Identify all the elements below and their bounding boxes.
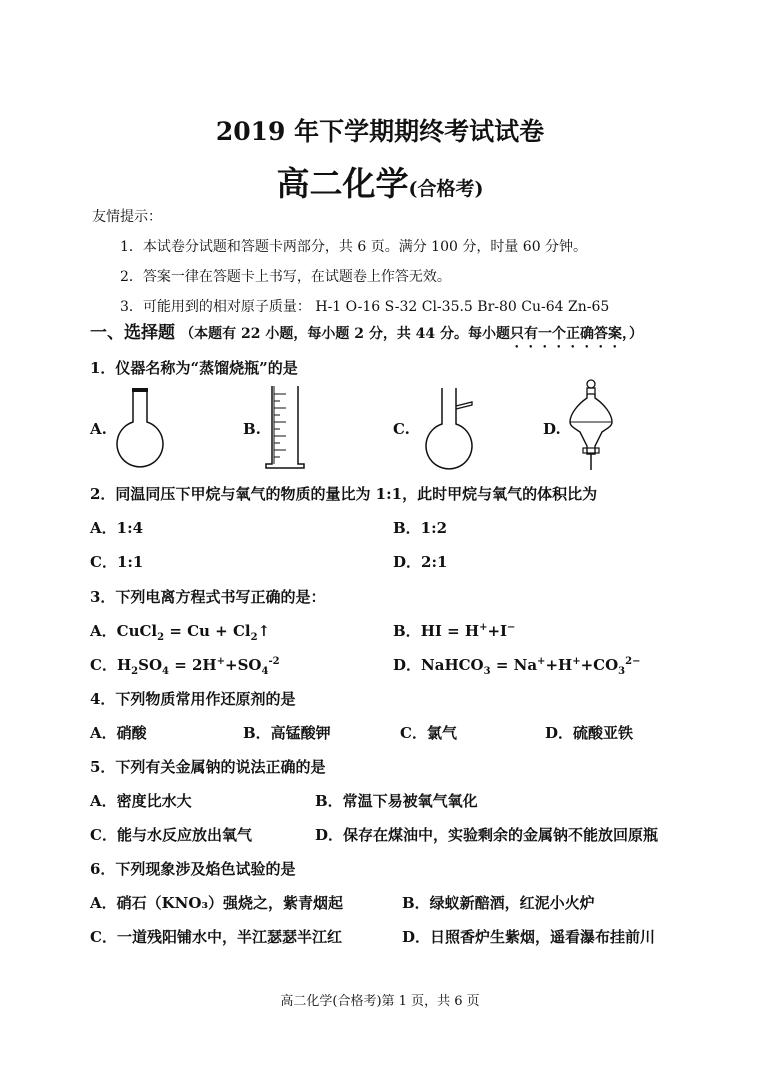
q2-option-b: B．1:2: [393, 519, 448, 537]
section-title: 一、选择题: [90, 323, 175, 343]
q3-option-c: C．$H_2SO_4 = 2H^++SO_4^{-2}$: [90, 656, 280, 677]
section-heading: [90, 318, 643, 351]
question-1: 1．仪器名称为“蒸馏烧瓶”的是: [90, 359, 298, 377]
q3-option-b: B．HI = H++I−: [393, 622, 516, 640]
q3-option-d: D．NaHCO$_3$ = $Na^++H^++CO_3^{2-}$: [393, 656, 641, 677]
q5-option-c: C．能与水反应放出氧气: [90, 826, 252, 844]
question-3: 3．下列电离方程式书写正确的是：: [90, 588, 326, 606]
q1-option-d: D.: [543, 420, 561, 438]
q4-option-a: A．硝酸: [90, 724, 147, 742]
equation-c: $H_2SO_4 = 2H^++SO_4^{-2}$: [116, 656, 280, 677]
subject-title: [0, 158, 760, 205]
tip-item: 3．可能用到的相对原子质量： H-1 O-16 S-32 Cl-35.5 Br-80 Cu-64 Zn-65: [120, 299, 610, 315]
q2-option-c: C．1:1: [90, 553, 144, 571]
q6-option-b: B．绿蚁新醅酒，红泥小火炉: [402, 894, 595, 912]
question-6: 6．下列现象涉及焰色试验的是: [90, 860, 296, 878]
q2-option-a: A．1:4: [90, 519, 144, 537]
equation-a: CuCl$_2$ = $Cu + Cl_2↑$: [116, 622, 271, 643]
question-4: 4．下列物质常用作还原剂的是: [90, 690, 296, 708]
page-footer: 高二化学(合格考)第 1 页，共 6 页: [280, 994, 480, 1009]
q5-option-d: D．保存在煤油中，实验剩余的金属钠不能放回原瓶: [315, 826, 659, 844]
section-note: （本题有 22 小题，每小题 2 分，共 44 分。每小题只有一个正确答案，）: [180, 326, 644, 342]
q5-option-b: B．常温下易被氧气氧化: [315, 792, 478, 810]
q1-option-b: B.: [243, 420, 261, 438]
q6-option-c: C．一道残阳铺水中，半江瑟瑟半江红: [90, 928, 342, 946]
q1-option-c: C.: [393, 420, 410, 438]
separatory-funnel-icon: [566, 378, 616, 474]
q4-option-d: D．硫酸亚铁: [545, 724, 634, 742]
exam-title: 2019 年下学期期终考试试卷: [215, 117, 545, 146]
tip-item: 2．答案一律在答题卡上书写，在试题卷上作答无效。: [120, 269, 451, 285]
q4-option-c: C．氯气: [400, 724, 457, 742]
subject-name: 高二化学: [276, 164, 409, 203]
round-bottom-flask-icon: [112, 384, 168, 474]
q5-option-a: A．密度比水大: [90, 792, 192, 810]
graduated-cylinder-icon: [262, 384, 308, 470]
tips-heading: 友情提示：: [92, 209, 162, 225]
tip-item: 1．本试卷分试题和答题卡两部分，共 6 页。满分 100 分，时量 60 分钟。: [120, 239, 588, 255]
q6-option-d: D．日照香炉生紫烟，遥看瀑布挂前川: [402, 928, 656, 946]
q6-option-a: A．硝石（KNO₃）强烧之，紫青烟起: [90, 894, 344, 912]
q2-option-d: D．2:1: [393, 553, 448, 571]
q3-option-a: A．CuCl$_2$ = $Cu + Cl_2↑$: [90, 622, 271, 643]
q1-option-a: A.: [90, 420, 107, 438]
question-5: 5．下列有关金属钠的说法正确的是: [90, 758, 326, 776]
distilling-flask-icon: [420, 386, 490, 474]
question-2: 2．同温同压下甲烷与氧气的物质的量比为 1:1，此时甲烷与氧气的体积比为: [90, 485, 598, 503]
equation-b: HI = H++I−: [420, 622, 516, 640]
q4-option-b: B．高锰酸钾: [243, 724, 331, 742]
equation-d: NaHCO$_3$ = $Na^++H^++CO_3^{2-}$: [421, 656, 641, 677]
section-note-emphasis: 只有一个正确答案: [510, 326, 623, 342]
subject-note: (合格考): [408, 178, 484, 200]
